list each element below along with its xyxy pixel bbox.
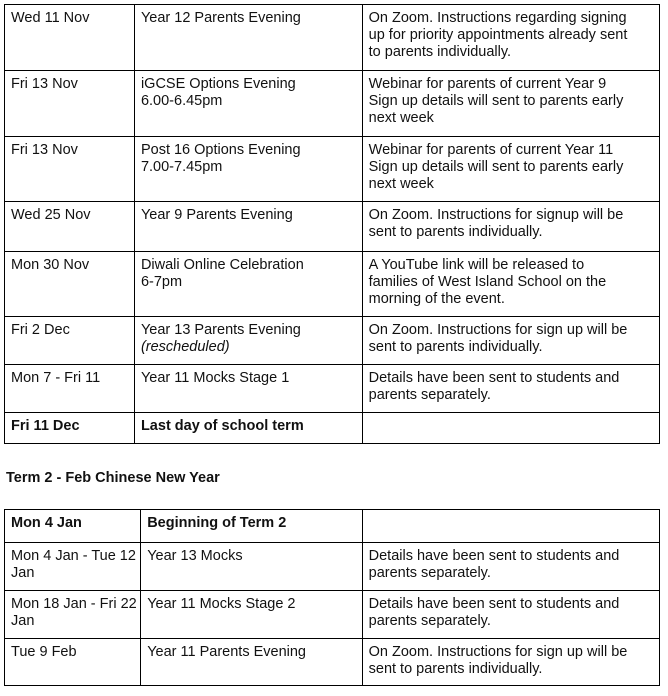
event-cell — [134, 252, 362, 317]
details-cell — [362, 591, 659, 639]
details-cell — [362, 317, 659, 365]
details-cell-line: to parents individually. — [368, 44, 512, 60]
term2-events-table — [4, 509, 660, 686]
event-cell — [134, 71, 362, 137]
details-cell — [362, 137, 659, 202]
event-cell — [134, 317, 362, 365]
event-cell-line: Last day of school term — [140, 418, 304, 434]
date-cell-line: Mon 4 Jan - Tue 12 — [11, 548, 136, 564]
event-note: (rescheduled) — [140, 339, 230, 355]
event-cell — [134, 202, 362, 252]
date-cell-line: Fri 2 Dec — [11, 322, 70, 338]
details-cell-line: On Zoom. Instructions for sign up will be — [368, 644, 628, 660]
date-cell-line: Tue 9 Feb — [11, 644, 77, 660]
event-cell — [141, 510, 362, 543]
date-cell-line: Fri 13 Nov — [11, 76, 78, 92]
event-cell-line: Year 11 Parents Evening — [147, 644, 306, 660]
event-cell-line: Year 9 Parents Evening — [140, 207, 293, 223]
date-cell-line: Mon 7 - Fri 11 — [11, 370, 101, 386]
details-cell-line: parents separately. — [368, 387, 491, 403]
details-cell-line: sent to parents individually. — [368, 339, 543, 355]
date-cell-line: Mon 18 Jan - Fri 22 — [11, 596, 137, 612]
table-row — [5, 510, 660, 543]
date-cell-line: Mon 30 Nov — [11, 257, 90, 273]
table-row — [5, 365, 660, 413]
table-row — [5, 202, 660, 252]
details-cell — [362, 202, 659, 252]
event-cell-line: Year 12 Parents Evening — [140, 10, 301, 26]
date-cell-line: Jan — [11, 565, 35, 581]
event-cell — [134, 137, 362, 202]
term2-events-table-body — [5, 510, 660, 686]
table-row — [5, 252, 660, 317]
details-cell — [362, 413, 659, 444]
details-cell — [362, 639, 659, 686]
event-cell-line: Diwali Online Celebration — [140, 257, 304, 273]
details-cell — [362, 5, 659, 71]
details-cell-line: morning of the event. — [368, 291, 505, 307]
details-cell-line: up for priority appointments already sent — [368, 27, 628, 43]
details-cell-line: next week — [368, 176, 434, 192]
event-cell-line: Year 13 Mocks — [147, 548, 243, 564]
date-cell-line: Fri 11 Dec — [11, 418, 80, 434]
table-row — [5, 413, 660, 444]
details-cell-line: Sign up details will sent to parents early — [368, 93, 624, 109]
date-cell — [5, 71, 135, 137]
details-cell-line: sent to parents individually. — [368, 224, 543, 240]
event-cell-line: 6-7pm — [140, 274, 183, 290]
details-cell-line: next week — [368, 110, 434, 126]
term1-events-table-body — [5, 5, 660, 444]
details-cell — [362, 252, 659, 317]
details-cell-line: Details have been sent to students and — [368, 370, 620, 386]
event-cell-line: Post 16 Options Evening — [140, 142, 301, 158]
date-cell — [5, 510, 141, 543]
date-cell — [5, 202, 135, 252]
details-cell-line: A YouTube link will be released to — [368, 257, 585, 273]
event-cell-line: Year 11 Mocks Stage 1 — [140, 370, 290, 386]
table-row — [5, 71, 660, 137]
table-row — [5, 5, 660, 71]
date-cell-line: Jan — [11, 613, 35, 629]
date-cell — [5, 137, 135, 202]
date-cell — [5, 365, 135, 413]
date-cell — [5, 413, 135, 444]
event-cell-line: 6.00-6.45pm — [140, 93, 223, 109]
term1-events-table — [4, 4, 660, 444]
event-cell-line: 7.00-7.45pm — [140, 159, 223, 175]
details-cell — [362, 71, 659, 137]
details-cell — [362, 543, 659, 591]
details-cell-line: Webinar for parents of current Year 9 — [368, 76, 607, 92]
event-cell — [134, 413, 362, 444]
details-cell-line: parents separately. — [368, 565, 491, 581]
term2-heading: Term 2 - Feb Chinese New Year — [6, 470, 220, 486]
details-cell-line: Details have been sent to students and — [368, 596, 620, 612]
date-cell — [5, 252, 135, 317]
table-row — [5, 639, 660, 686]
details-cell-line: families of West Island School on the — [368, 274, 607, 290]
event-cell — [141, 591, 362, 639]
details-cell — [362, 365, 659, 413]
table-row — [5, 137, 660, 202]
date-cell-line: Fri 13 Nov — [11, 142, 78, 158]
details-cell-line: Webinar for parents of current Year 11 — [368, 142, 614, 158]
details-cell-line: On Zoom. Instructions for sign up will be — [368, 322, 628, 338]
details-cell-line: Details have been sent to students and — [368, 548, 620, 564]
details-cell-line: On Zoom. Instructions regarding signing — [368, 10, 627, 26]
date-cell — [5, 5, 135, 71]
details-cell-line: parents separately. — [368, 613, 491, 629]
date-cell-line: Wed 11 Nov — [11, 10, 90, 26]
table-row — [5, 591, 660, 639]
date-cell — [5, 543, 141, 591]
details-cell-line: sent to parents individually. — [368, 661, 543, 677]
event-cell — [134, 365, 362, 413]
table-row — [5, 317, 660, 365]
date-cell — [5, 317, 135, 365]
table-row — [5, 543, 660, 591]
details-cell-line: Sign up details will sent to parents early — [368, 159, 624, 175]
event-cell-line: iGCSE Options Evening — [140, 76, 296, 92]
details-cell — [362, 510, 659, 543]
date-cell — [5, 639, 141, 686]
event-cell — [141, 639, 362, 686]
event-cell — [141, 543, 362, 591]
event-cell-line: Year 13 Parents Evening — [140, 322, 301, 338]
date-cell-line: Wed 25 Nov — [11, 207, 91, 223]
details-cell-line: On Zoom. Instructions for signup will be — [368, 207, 624, 223]
date-cell-line: Mon 4 Jan — [11, 515, 82, 531]
date-cell — [5, 591, 141, 639]
event-cell-line: Beginning of Term 2 — [147, 515, 287, 531]
event-cell-line: Year 11 Mocks Stage 2 — [147, 596, 296, 612]
event-cell — [134, 5, 362, 71]
